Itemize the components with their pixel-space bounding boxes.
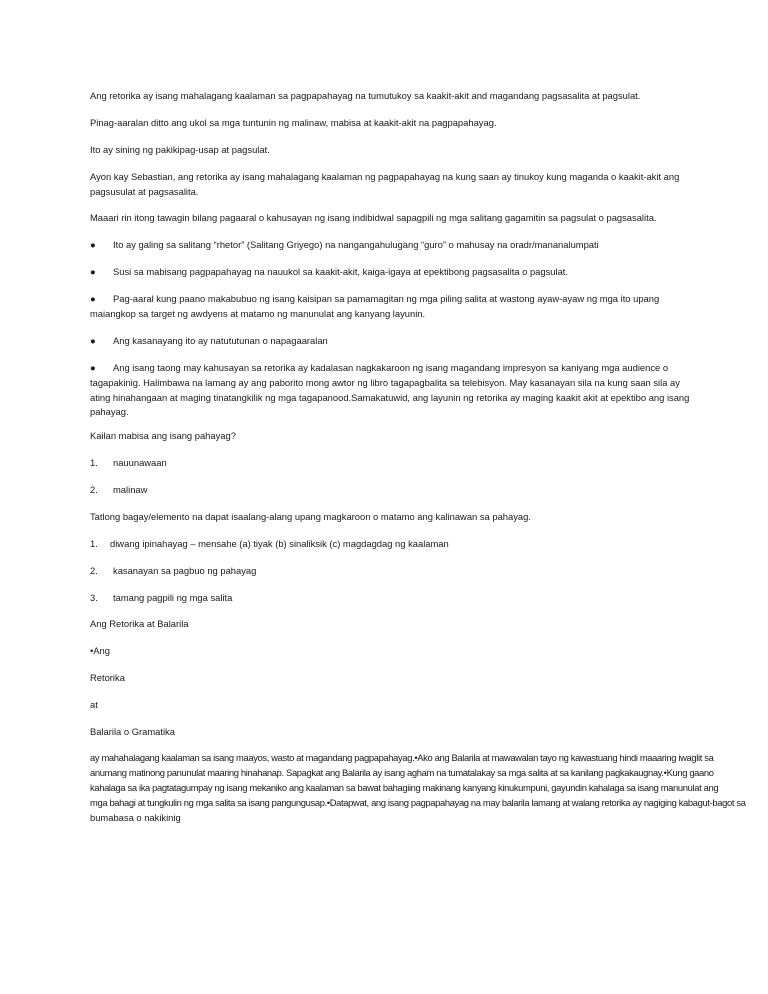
bullet-icon: ● [90,293,96,304]
item-number: 3. [90,592,98,603]
bullet-text: Susi sa mabisang pagpapahayag na nauukol sa kaakit-akit, kaiga-igaya at epektibong pagsasalita o pagsulat. [113,266,568,277]
word-line: Balarila o Gramatika [90,726,175,737]
bullet-icon: ● [90,239,96,250]
final-paragraph-line: anumang matinong panunulat maaring hinahanap. Sapagkat ang Balarila ay isang agham na tumatalakay sa mga salita at sa kanilang pagkakaugnay.•Kung gaano [90,767,714,778]
item-text: nauunawaan [113,457,167,468]
item-number: 2. [90,484,98,495]
question-heading: Kailan mabisa ang isang pahayag? [90,430,236,441]
item-text: kasanayan sa pagbuo ng pahayag [113,565,257,576]
bullet-item [90,237,690,253]
bullet-item [90,360,690,376]
bullet-text: Ang isang taong may kahusayan sa retorika ay kadalasan nagkakaroon ng isang magandang impresyon sa kaniyang mga audience o [113,362,669,373]
final-paragraph-line: bumabasa o nakikinig [90,812,181,823]
bullet-continuation: pahayag. [90,406,129,417]
bullet-continuation: tagapakinig. Halimbawa na lamang ay ang paborito mong awtor ng libro tagapagbalita sa telebisyon. May kasanayan sila na kung saan sila ay [90,377,680,388]
bullet-icon: ● [90,266,96,277]
bullet-item [90,264,690,280]
word-line: Retorika [90,672,125,683]
word-line: •Ang [90,645,110,656]
item-number: 2. [90,565,98,576]
bullet-continuation: maiangkop sa target ng awdyens at matamo ng manunulat ang kanyang layunin. [90,308,426,319]
final-paragraph-line: mga bahagi at tungkulin ng mga salita sa isang pangungusap.•Datapwat, ang isang pagpapahayag na may balarila lamang at walang retorika ay nagiging kabagut-bagot sa [90,797,746,808]
paragraph-art: Ito ay sining ng pakikipag-usap at pagsulat. [90,144,270,155]
item-text: diwang ipinahayag – mensahe (a) tiyak (b) sinaliksik (c) magdagdag ng kaalaman [110,538,449,549]
final-paragraph-line: kahalaga sa ika pagtatagumpay ng isang mekaniko ang kaalaman sa bawat bahagiing makinang kanyang kinukumpuni, gayundin kahalaga sa isang manunulat ang [90,782,719,793]
paragraph-intro: Ang retorika ay isang mahalagang kaalaman sa pagpapahayag na tumutukoy sa kaakit-akit and magandang pagsasalita at pagsulat. [90,90,641,101]
bullet-text: Ang kasanayang ito ay natututunan o napagaaralan [113,335,328,346]
paragraph-sebastian-line1: Ayon kay Sebastian, ang retorika ay isang mahalagang kaalaman ng pagpapahayag na kung saan ay tinukoy kung maganda o kaakit-akit ang [90,171,680,182]
bullet-text: Ito ay galing sa salitang “rhetor” (Salitang Griyego) na nangangahulugang “guro” o mahusay na oradr/mananalumpati [113,239,599,250]
bullet-item [90,333,690,349]
bullet-item [90,291,690,307]
item-text: malinaw [113,484,148,495]
bullet-continuation: ating hinahangaan at maging tinatangkilik ng mga tagapanood.Samakatuwid, ang layunin ng retorika ay maging kaakit akit at epektibo ang isang [90,392,690,403]
paragraph-rules: Pinag-aaralan ditto ang ukol sa mga tuntunin ng malinaw, mabisa at kaakit-akit na pagpapahayag. [90,117,497,128]
paragraph-sebastian-line2: pagsusulat at pagsasalita. [90,186,199,197]
paragraph-tatlong: Tatlong bagay/elemento na dapat isaalang-alang upang magkaroon o matamo ang kalinawan sa pahayag. [90,511,531,522]
final-paragraph-line: ay mahahalagang kaalaman sa isang maayos, wasto at magandang pagpapahayag.•Ako ang Balarila at mawawalan tayo ng kawastuang hindi maaaring iwaglit sa [90,752,714,763]
bullet-icon: ● [90,335,96,346]
item-number: 1. [90,457,98,468]
word-line: at [90,699,98,710]
bullet-icon: ● [90,362,96,373]
item-number: 1. [90,538,98,549]
item-text: tamang pagpili ng mga salita [113,592,233,603]
bullet-text: Pag-aaral kung paano makabubuo ng isang kaisipan sa pamamagitan ng mga piling salita at wastong ayaw-ayaw ng mga ito upang [113,293,660,304]
section-heading: Ang Retorika at Balarila [90,618,189,629]
paragraph-definition: Maaari rin itong tawagin bilang pagaaral o kahusayan ng isang indibidwal sapagpili ng mga salitang gagamitin sa pagsulat o pagsasalita. [90,212,657,223]
